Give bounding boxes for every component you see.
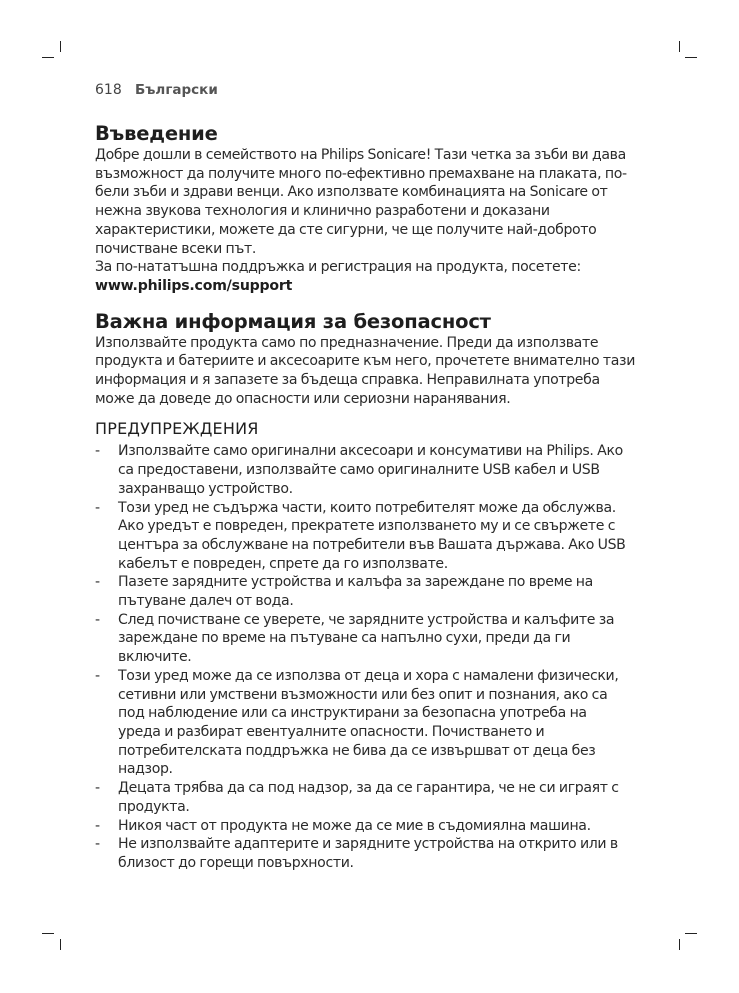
bullet-dash: -: [95, 780, 100, 797]
warning-line: Децата трябва да са под надзор, за да се гарантира, че не си играят с: [118, 780, 619, 797]
support-link[interactable]: www.philips.com/support: [95, 277, 293, 294]
safety-body: [95, 334, 655, 409]
intro-line: почистване всеки път.: [95, 240, 256, 257]
warning-item: [95, 611, 655, 667]
warning-item: [95, 835, 655, 872]
warning-line: Не използвайте адаптерите и зарядните устройства на открито или в: [118, 836, 618, 853]
warnings-heading: ПРЕДУПРЕЖДЕНИЯ: [95, 419, 259, 439]
document-page: [95, 80, 655, 873]
warning-line: Този уред може да се използва от деца и хора с намалени физически,: [118, 667, 619, 684]
bullet-dash: -: [95, 443, 100, 460]
running-header: [95, 80, 655, 102]
warning-item: [95, 779, 655, 816]
warning-line: След почистване се уверете, че зарядните устройства и калъфите за: [118, 611, 615, 628]
warning-line: под наблюдение или са инструктирани за безопасна употреба на: [118, 705, 587, 722]
crop-mark-top-right-horizontal: [685, 57, 697, 58]
warning-line: уреда и разбират евентуалните опасности. Почистването и: [118, 723, 545, 740]
crop-mark-bottom-right-horizontal: [685, 933, 697, 934]
intro-line: характеристики, можете да сте сигурни, че ще получите най-доброто: [95, 221, 597, 238]
crop-mark-bottom-left-vertical: [60, 939, 61, 950]
warning-line: захранващо устройство.: [118, 480, 293, 497]
warning-item: [95, 817, 655, 836]
language-label: Български: [135, 82, 218, 98]
intro-line: Добре дошли в семейството на Philips Sonicare! Тази четка за зъби ви дава: [95, 147, 626, 163]
safety-line: Използвайте продукта само по предназначение. Преди да използвате: [95, 334, 599, 351]
intro-body: [95, 146, 655, 277]
warning-line: зареждане по време на пътуване са напълно сухи, преди да ги: [118, 630, 571, 647]
warning-line: пътуване далеч от вода.: [118, 593, 294, 610]
warning-line: сетивни или умствени възможности или без опит и познания, ако са: [118, 686, 608, 703]
crop-mark-top-right-vertical: [679, 41, 680, 52]
warnings-list: [95, 442, 655, 872]
warning-line: Използвайте само оригинални аксесоари и консумативи на Philips. Ако: [118, 443, 623, 460]
bullet-dash: -: [95, 817, 100, 834]
warning-line: продукта.: [118, 798, 190, 815]
warning-line: близост до горещи повърхности.: [118, 854, 354, 871]
bullet-dash: -: [95, 574, 100, 591]
warning-line: надзор.: [118, 761, 173, 778]
warning-line: включите.: [118, 649, 192, 666]
warning-line: Пазете зарядните устройства и калъфа за зареждане по време на: [118, 574, 593, 591]
warning-item: [95, 667, 655, 779]
warning-line: Ако уредът е повреден, прекратете използването му и се свържете с: [118, 518, 616, 535]
intro-line: бели зъби и здрави венци. Ако използвате комбинацията на Sonicare от: [95, 184, 608, 201]
crop-mark-top-left-vertical: [60, 41, 61, 52]
warning-item: [95, 573, 655, 610]
safety-line: продукта и батериите и аксесоарите към него, прочетете внимателно тази: [95, 353, 636, 370]
warning-item: [95, 442, 655, 498]
intro-line: За по-нататъшна поддръжка и регистрация на продукта, посетете:: [95, 259, 581, 276]
warning-line: Този уред не съдържа части, които потребителят може да обслужва.: [118, 499, 616, 516]
bullet-dash: -: [95, 667, 100, 684]
warning-line: центъра за обслужване на потребители във Вашата държава. Ако USB: [118, 536, 626, 553]
bullet-dash: -: [95, 499, 100, 516]
crop-mark-bottom-right-vertical: [679, 939, 680, 950]
warning-item: [95, 499, 655, 574]
crop-mark-bottom-left-horizontal: [42, 933, 54, 934]
warning-line: са предоставени, използвайте само оригиналните USB кабел и USB: [118, 462, 600, 479]
warning-line: кабелът е повреден, спрете да го използвате.: [118, 555, 448, 572]
safety-line: може да доведе до опасности или сериозни наранявания.: [95, 390, 511, 407]
intro-line: нежна звукова технология и клинично разработени и доказани: [95, 203, 550, 220]
intro-heading: Въведение: [95, 122, 218, 145]
bullet-dash: -: [95, 836, 100, 853]
intro-line: възможност да получите много по-ефективно премахване на плаката, по-: [95, 165, 627, 182]
bullet-dash: -: [95, 611, 100, 628]
warning-line: Никоя част от продукта не може да се мие в съдомиялна машина.: [118, 817, 591, 834]
page-number: 618: [95, 82, 122, 98]
safety-line: информация и я запазете за бъдеща справка. Неправилната употреба: [95, 372, 600, 389]
crop-mark-top-left-horizontal: [42, 57, 54, 58]
safety-heading: Важна информация за безопасност: [95, 309, 491, 333]
warning-line: потребителската поддръжка не бива да се извършват от деца без: [118, 742, 596, 759]
